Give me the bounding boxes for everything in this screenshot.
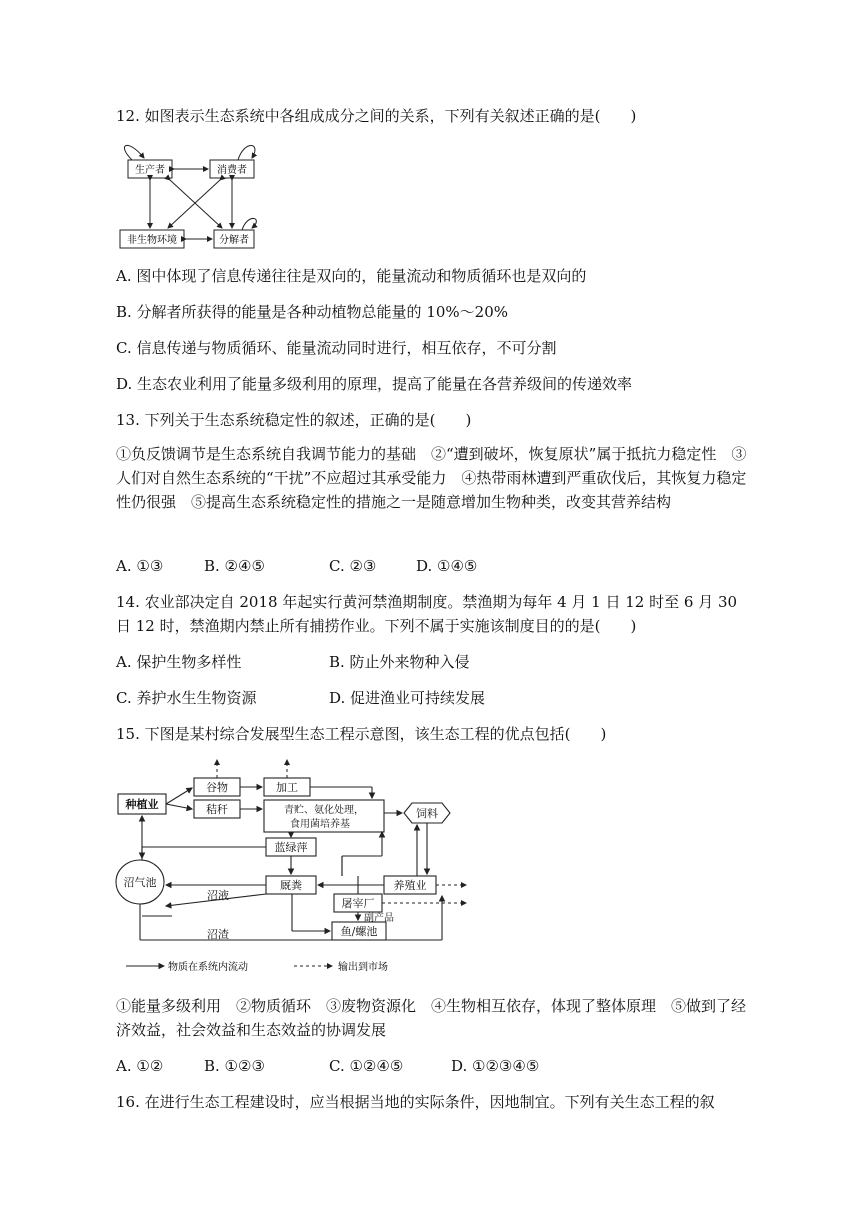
q15-option-c: C. ①②④⑤ bbox=[329, 1057, 404, 1075]
q15-option-a: A. ①② bbox=[116, 1057, 164, 1075]
treatment-label-1: 青贮、氨化处理， bbox=[284, 805, 364, 816]
q13-statements: ①负反馈调节是生态系统自我调节能力的基础 ②“遭到破坏，恢复原状”属于抵抗力稳定性 ③人们对自然生态系统的“干扰”不应超过其承受能力 ④热带雨林遭到严重砍伐后，其恢复力稳定性仍很强 ⑤提高生态系统稳定性的措施之一是随意增加生物种类，改变其营养结构 bbox=[116, 445, 747, 511]
algae-label: 蓝绿萍 bbox=[274, 841, 308, 854]
biogas-residue-label: 沼渣 bbox=[207, 928, 229, 941]
treatment-label-2: 食用菌培养基 bbox=[290, 819, 350, 830]
processing-label: 加工 bbox=[276, 781, 298, 794]
q14-option-c: C. 养护水生生物资源 bbox=[116, 689, 257, 707]
decomposer-label: 分解者 bbox=[219, 235, 249, 246]
q16-stem: 16. 在进行生态工程建设时，应当根据当地的实际条件，因地制宜。下列有关生态工程的叙 bbox=[116, 1093, 715, 1111]
q12-stem: 12. 如图表示生态系统中各组成成分之间的关系，下列有关叙述正确的是( ) bbox=[116, 107, 637, 125]
fish-label: 鱼/螺池 bbox=[340, 925, 378, 938]
manure-label: 厩粪 bbox=[280, 879, 302, 892]
q12-option-a: A. 图中体现了信息传递往往是双向的，能量流动和物质循环也是双向的 bbox=[116, 267, 587, 285]
q15-option-b: B. ①②③ bbox=[204, 1057, 265, 1075]
q13-option-b: B. ②④⑤ bbox=[204, 557, 265, 575]
legend-market: 输出到市场 bbox=[338, 962, 388, 973]
consumer-label: 消费者 bbox=[217, 165, 247, 176]
q15-stem: 15. 下图是某村综合发展型生态工程示意图，该生态工程的优点包括( ) bbox=[116, 725, 607, 743]
q15-diagram bbox=[112, 756, 476, 976]
straw-label: 秸秆 bbox=[206, 803, 228, 816]
q13-option-a: A. ①③ bbox=[116, 557, 164, 575]
livestock-label: 养殖业 bbox=[393, 879, 427, 892]
q12-diagram bbox=[112, 136, 272, 252]
grain-label: 谷物 bbox=[206, 781, 228, 794]
q12-option-c: C. 信息传递与物质循环、能量流动同时进行，相互依存，不可分割 bbox=[116, 339, 557, 357]
byproduct-label: 副产品 bbox=[364, 913, 394, 924]
biogas-liquid-label: 沼液 bbox=[207, 889, 229, 902]
q14-stem-line1: 14. 农业部决定自 2018 年起实行黄河禁渔期制度。禁渔期为每年 4 月 1 日 12 时至 6 月 30 bbox=[116, 593, 738, 611]
legend-internal: 物质在系统内流动 bbox=[168, 962, 248, 973]
q15-statements: ①能量多级利用 ②物质循环 ③废物资源化 ④生物相互依存，体现了整体原理 ⑤做到了经济效益，社会效益和生态效益的协调发展 bbox=[116, 997, 747, 1039]
q13-stem: 13. 下列关于生态系统稳定性的叙述，正确的是( ) bbox=[116, 411, 472, 429]
q14-option-a: A. 保护生物多样性 bbox=[116, 653, 242, 671]
slaughter-label: 屠宰厂 bbox=[341, 897, 375, 910]
q14-option-b: B. 防止外来物种入侵 bbox=[329, 653, 470, 671]
biogas-label: 沼气池 bbox=[123, 876, 157, 889]
q15-option-d: D. ①②③④⑤ bbox=[451, 1057, 540, 1075]
q14-option-d: D. 促进渔业可持续发展 bbox=[329, 689, 486, 707]
q13-option-c: C. ②③ bbox=[329, 557, 377, 575]
q14-stem-line2: 日 12 时，禁渔期内禁止所有捕捞作业。下列不属于实施该制度目的的是( ) bbox=[116, 617, 637, 635]
q12-option-d: D. 生态农业利用了能量多级利用的原理，提高了能量在各营养级间的传递效率 bbox=[116, 375, 633, 393]
feed-label: 饲料 bbox=[416, 807, 438, 820]
abiotic-label: 非生物环境 bbox=[127, 235, 177, 246]
planting-label: 种植业 bbox=[125, 798, 159, 811]
producer-label: 生产者 bbox=[135, 165, 165, 176]
q13-option-d: D. ①④⑤ bbox=[416, 557, 478, 575]
q12-option-b: B. 分解者所获得的能量是各种动植物总能量的 10%～20% bbox=[116, 303, 509, 321]
